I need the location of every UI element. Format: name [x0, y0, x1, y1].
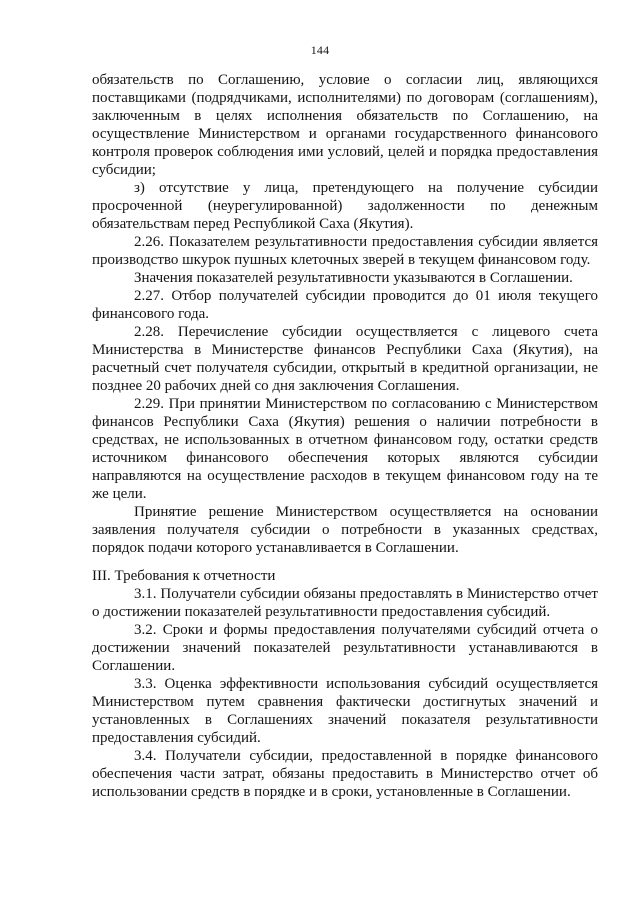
section-heading: III. Требования к отчетности — [92, 568, 276, 584]
paragraph-2-27: 2.27. Отбор получателей субсидии проводится до 01 июля текущего финансового года. — [92, 288, 598, 322]
page-number: 144 — [310, 43, 330, 57]
paragraph-item-z: з) отсутствие у лица, претендующего на получение субсидии просроченной (неурегулированной) задолженности по денежным обязательствам перед Республикой Саха (Якутия). — [92, 180, 598, 232]
document-body — [92, 71, 598, 801]
paragraph-decision: Принятие решение Министерством осуществляется на основании заявления получателя субсидии о потребности в указанных средствах, порядок подачи которого устанавливается в Соглашении. — [92, 504, 598, 556]
paragraph-3-3: 3.3. Оценка эффективности использования субсидий осуществляется Министерством путем сравнения фактически достигнутых значений и установленных в Соглашениях значений показателя результативности предоставления субсидий. — [92, 676, 598, 746]
paragraph-2-28: 2.28. Перечисление субсидии осуществляется с лицевого счета Министерства в Министерстве финансов Республики Саха (Якутия), на расчетный счет получателя субсидии, открытый в кредитной организации, не позднее 20 рабочих дней со дня заключения Соглашения. — [92, 324, 598, 394]
paragraph-2-29: 2.29. При принятии Министерством по согласованию с Министерством финансов Республики Саха (Якутия) решения о наличии потребности в средствах, не использованных в отчетном финансовом году, остатки средств источником финансового обеспечения которых являются субсидии направляются на осуществление расходов в текущем финансовом году на те же цели. — [92, 396, 598, 502]
paragraph-3-4: 3.4. Получатели субсидии, предоставленной в порядке финансового обеспечения части затрат, обязаны предоставить в Министерство отчет об использовании средств в порядке и в сроки, установленные в Соглашении. — [92, 748, 598, 800]
paragraph-indicator-values: Значения показателей результативности указываются в Соглашении. — [134, 270, 573, 286]
paragraph-2-26: 2.26. Показателем результативности предоставления субсидии является производство шкурок пушных клеточных зверей в текущем финансовом году. — [92, 234, 598, 268]
paragraph-3-1: 3.1. Получатели субсидии обязаны предоставлять в Министерство отчет о достижении показателей результативности предоставления субсидий. — [92, 586, 598, 620]
paragraph-3-2: 3.2. Сроки и формы предоставления получателями субсидий отчета о достижении значений показателей результативности устанавливаются в Соглашении. — [92, 622, 598, 674]
paragraph-continuation: обязательств по Соглашению, условие о согласии лиц, являющихся поставщиками (подрядчиками, исполнителями) по договорам (соглашениям), заключенным в целях исполнения обязательств по Соглашению, на осуществление Министерством и органами государственного финансового контроля проверок соблюдения ими условий, целей и порядка предоставления субсидии; — [92, 72, 598, 178]
